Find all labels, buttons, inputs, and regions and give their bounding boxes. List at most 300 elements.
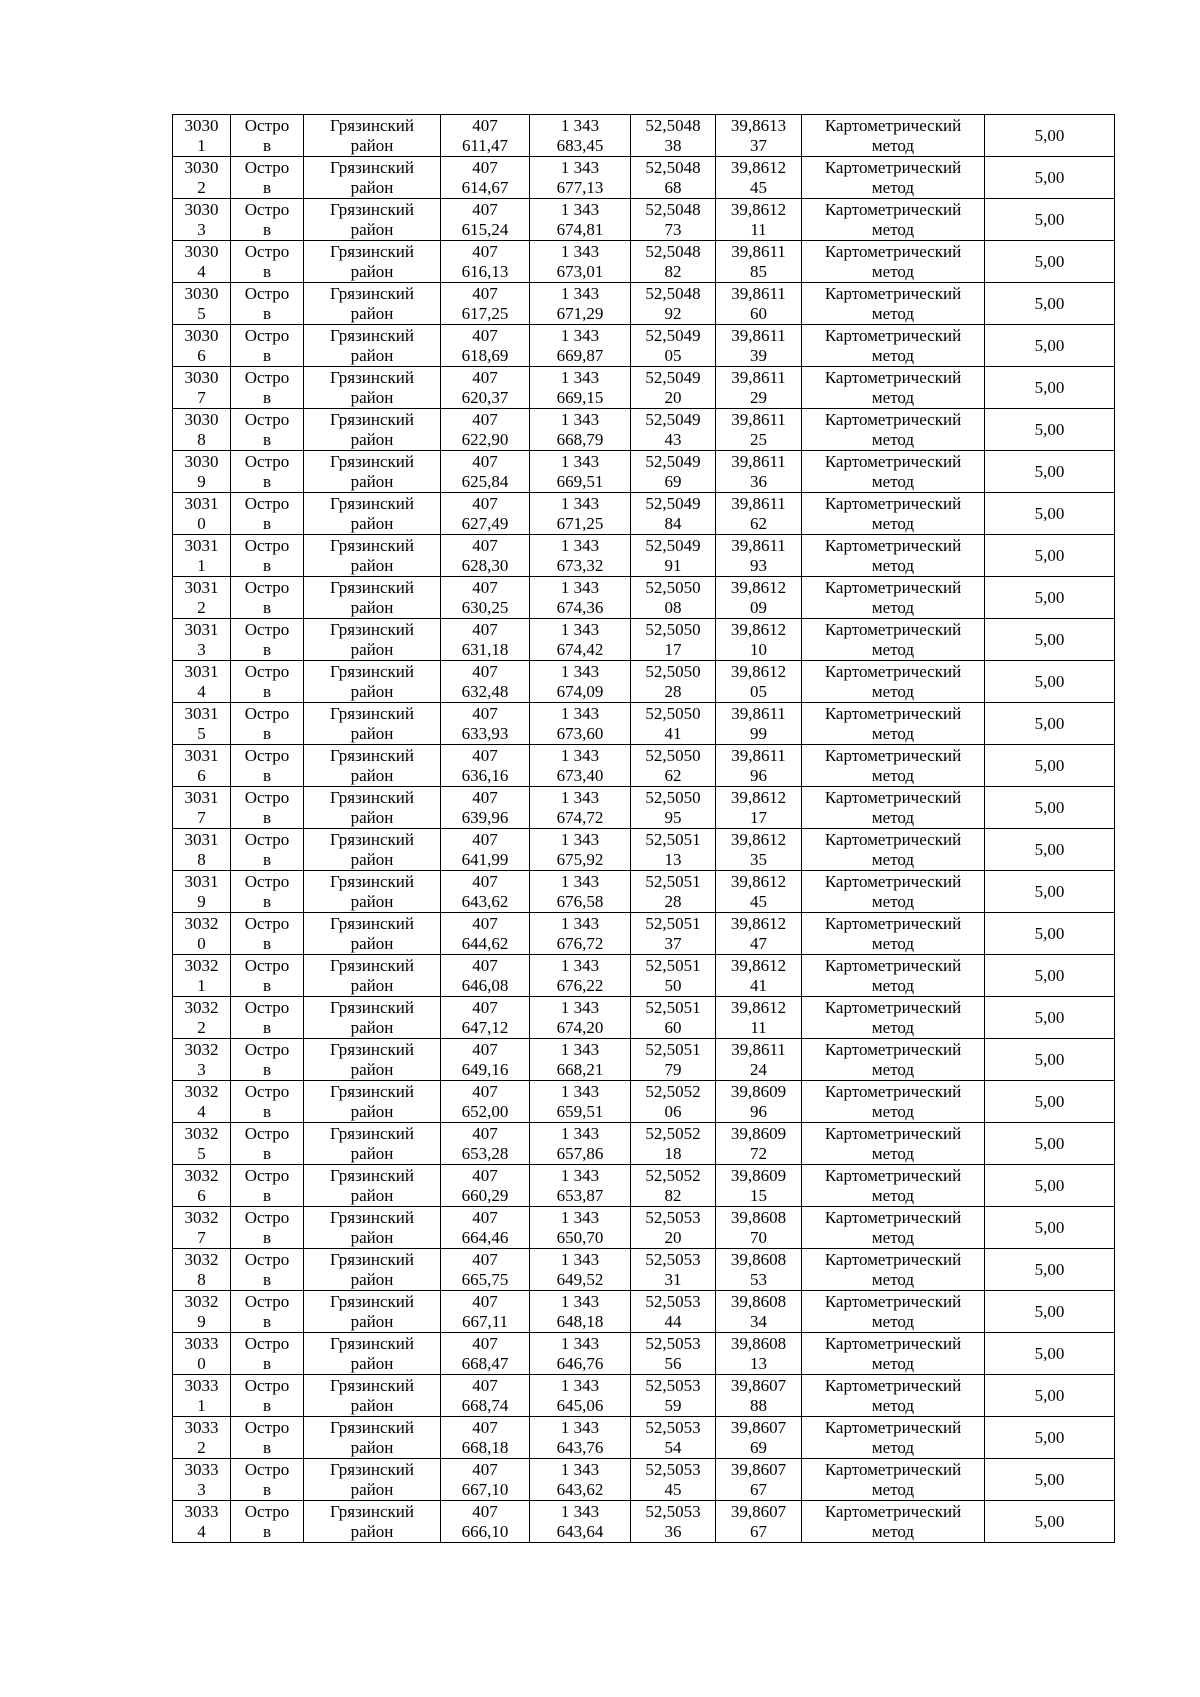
point-number-cell-line: 3032 <box>184 913 219 933</box>
latitude-cell-line: 52,5051 <box>645 1039 701 1059</box>
coord-x-cell-line: 407 <box>472 535 498 555</box>
method-cell <box>802 577 985 619</box>
point-number-cell <box>173 493 231 535</box>
point-number-cell-line: 9 <box>197 891 206 911</box>
method-cell-line: метод <box>871 303 915 323</box>
method-cell-line: Картометрический <box>824 283 962 303</box>
longitude-cell <box>716 619 802 661</box>
longitude-cell-line: 39,8609 <box>730 1123 787 1143</box>
latitude-cell <box>631 913 716 955</box>
coord-x-cell <box>441 367 530 409</box>
object-type-cell-line: Остро <box>244 955 290 975</box>
longitude-cell <box>716 283 802 325</box>
accuracy-cell: 5,00 <box>985 829 1115 871</box>
coord-y-cell-line: 673,40 <box>556 765 604 785</box>
table-row <box>173 1291 1115 1333</box>
longitude-cell <box>716 199 802 241</box>
table-row <box>173 703 1115 745</box>
latitude-cell-line: 52,5053 <box>645 1249 701 1269</box>
table-row <box>173 199 1115 241</box>
latitude-cell <box>631 1417 716 1459</box>
latitude-cell <box>631 703 716 745</box>
accuracy-cell: 5,00 <box>985 1291 1115 1333</box>
coord-x-cell <box>441 451 530 493</box>
longitude-cell-line: 39,8611 <box>731 451 786 471</box>
object-type-cell <box>231 241 304 283</box>
method-cell <box>802 913 985 955</box>
method-cell-line: Картометрический <box>824 1123 962 1143</box>
latitude-cell-line: 52,5053 <box>645 1291 701 1311</box>
district-cell-line: район <box>350 765 394 785</box>
longitude-cell-line: 39,8609 <box>730 1165 787 1185</box>
latitude-cell-line: 43 <box>664 429 682 449</box>
coord-y-cell-line: 1 343 <box>560 199 600 219</box>
accuracy-cell: 5,00 <box>985 157 1115 199</box>
longitude-cell-line: 39,8609 <box>730 1081 787 1101</box>
longitude-cell-line: 17 <box>750 807 767 827</box>
object-type-cell-line: Остро <box>244 409 290 429</box>
latitude-cell <box>631 1375 716 1417</box>
point-number-cell-line: 3030 <box>184 409 219 429</box>
coord-y-cell <box>530 1249 631 1291</box>
latitude-cell-line: 45 <box>664 1479 682 1499</box>
point-number-cell <box>173 115 231 157</box>
coord-x-cell <box>441 1249 530 1291</box>
object-type-cell-line: в <box>262 1059 272 1079</box>
latitude-cell-line: 52,5053 <box>645 1501 701 1521</box>
point-number-cell <box>173 745 231 787</box>
object-type-cell-line: в <box>262 1395 272 1415</box>
coord-y-cell-line: 673,60 <box>556 723 604 743</box>
method-cell-line: Картометрический <box>824 913 962 933</box>
coord-x-cell-line: 633,93 <box>461 723 509 743</box>
longitude-cell-line: 15 <box>750 1185 767 1205</box>
latitude-cell-line: 52,5053 <box>645 1459 701 1479</box>
coord-x-cell-line: 407 <box>472 1249 498 1269</box>
district-cell-line: Грязинский <box>330 451 414 471</box>
object-type-cell <box>231 367 304 409</box>
latitude-cell <box>631 1207 716 1249</box>
coord-y-cell-line: 643,64 <box>556 1521 604 1541</box>
district-cell-line: Грязинский <box>330 703 414 723</box>
coord-x-cell <box>441 1291 530 1333</box>
point-number-cell-line: 4 <box>197 1101 206 1121</box>
method-cell-line: метод <box>871 933 915 953</box>
accuracy-cell: 5,00 <box>985 913 1115 955</box>
object-type-cell <box>231 1207 304 1249</box>
method-cell <box>802 283 985 325</box>
district-cell <box>304 535 441 577</box>
coord-y-cell <box>530 1501 631 1543</box>
latitude-cell <box>631 1291 716 1333</box>
coord-y-cell-line: 673,01 <box>556 261 604 281</box>
method-cell <box>802 493 985 535</box>
point-number-cell <box>173 1333 231 1375</box>
method-cell-line: Картометрический <box>824 409 962 429</box>
accuracy-cell: 5,00 <box>985 241 1115 283</box>
latitude-cell <box>631 115 716 157</box>
longitude-cell-line: 60 <box>750 303 767 323</box>
coord-x-cell <box>441 1375 530 1417</box>
table-body <box>173 115 1115 1543</box>
longitude-cell-line: 39,8612 <box>730 157 787 177</box>
coord-x-cell-line: 407 <box>472 1207 498 1227</box>
coord-x-cell-line: 407 <box>472 829 498 849</box>
point-number-cell-line: 4 <box>197 261 206 281</box>
object-type-cell-line: в <box>262 639 272 659</box>
coord-y-cell-line: 645,06 <box>556 1395 604 1415</box>
district-cell-line: район <box>350 975 394 995</box>
object-type-cell-line: Остро <box>244 1291 290 1311</box>
district-cell-line: район <box>350 1017 394 1037</box>
object-type-cell-line: Остро <box>244 451 290 471</box>
object-type-cell <box>231 661 304 703</box>
method-cell-line: метод <box>871 1353 915 1373</box>
district-cell-line: район <box>350 387 394 407</box>
longitude-cell-line: 39,8611 <box>731 535 786 555</box>
point-number-cell-line: 5 <box>197 1143 206 1163</box>
object-type-cell-line: в <box>262 429 272 449</box>
object-type-cell <box>231 409 304 451</box>
district-cell-line: Грязинский <box>330 1375 414 1395</box>
method-cell-line: Картометрический <box>824 871 962 891</box>
district-cell <box>304 283 441 325</box>
coord-x-cell-line: 407 <box>472 115 498 135</box>
district-cell <box>304 1081 441 1123</box>
district-cell-line: Грязинский <box>330 1417 414 1437</box>
object-type-cell-line: в <box>262 597 272 617</box>
coord-x-cell <box>441 493 530 535</box>
table-row <box>173 619 1115 661</box>
longitude-cell <box>716 871 802 913</box>
coord-y-cell <box>530 1165 631 1207</box>
coord-x-cell-line: 647,12 <box>461 1017 509 1037</box>
accuracy-cell: 5,00 <box>985 661 1115 703</box>
district-cell <box>304 703 441 745</box>
coord-y-cell-line: 674,42 <box>556 639 604 659</box>
point-number-cell-line: 9 <box>197 1311 206 1331</box>
latitude-cell-line: 52,5052 <box>645 1165 701 1185</box>
accuracy-cell: 5,00 <box>985 955 1115 997</box>
latitude-cell-line: 52,5050 <box>645 661 701 681</box>
latitude-cell-line: 62 <box>664 765 682 785</box>
latitude-cell <box>631 493 716 535</box>
point-number-cell-line: 0 <box>197 933 206 953</box>
latitude-cell-line: 52,5048 <box>645 283 701 303</box>
object-type-cell-line: Остро <box>244 997 290 1017</box>
object-type-cell-line: Остро <box>244 283 290 303</box>
coord-y-cell <box>530 619 631 661</box>
latitude-cell-line: 52,5051 <box>645 997 701 1017</box>
coord-y-cell-line: 1 343 <box>560 955 600 975</box>
method-cell-line: Картометрический <box>824 1165 962 1185</box>
point-number-cell-line: 3030 <box>184 367 219 387</box>
point-number-cell <box>173 283 231 325</box>
coord-x-cell-line: 649,16 <box>461 1059 509 1079</box>
point-number-cell <box>173 1459 231 1501</box>
object-type-cell <box>231 1375 304 1417</box>
object-type-cell-line: Остро <box>244 1417 290 1437</box>
coord-y-cell <box>530 577 631 619</box>
coord-x-cell <box>441 115 530 157</box>
latitude-cell <box>631 997 716 1039</box>
coord-x-cell-line: 667,10 <box>461 1479 509 1499</box>
longitude-cell-line: 10 <box>750 639 767 659</box>
accuracy-cell: 5,00 <box>985 577 1115 619</box>
longitude-cell-line: 11 <box>750 1017 767 1037</box>
district-cell <box>304 829 441 871</box>
object-type-cell <box>231 199 304 241</box>
table-row <box>173 1333 1115 1375</box>
coord-y-cell-line: 1 343 <box>560 1459 600 1479</box>
object-type-cell <box>231 997 304 1039</box>
latitude-cell-line: 73 <box>664 219 682 239</box>
point-number-cell <box>173 451 231 493</box>
latitude-cell-line: 52,5052 <box>645 1081 701 1101</box>
coord-y-cell-line: 646,76 <box>556 1353 604 1373</box>
table-row <box>173 1417 1115 1459</box>
coord-y-cell <box>530 1333 631 1375</box>
table-row <box>173 1459 1115 1501</box>
accuracy-cell: 5,00 <box>985 493 1115 535</box>
table-row <box>173 451 1115 493</box>
longitude-cell <box>716 1459 802 1501</box>
point-number-cell-line: 3 <box>197 1479 206 1499</box>
longitude-cell-line: 39,8611 <box>731 325 786 345</box>
point-number-cell-line: 3032 <box>184 1291 219 1311</box>
longitude-cell <box>716 1333 802 1375</box>
accuracy-cell: 5,00 <box>985 1207 1115 1249</box>
method-cell-line: Картометрический <box>824 619 962 639</box>
coord-x-cell <box>441 1081 530 1123</box>
coord-x-cell-line: 625,84 <box>461 471 509 491</box>
coord-x-cell-line: 631,18 <box>461 639 509 659</box>
method-cell-line: метод <box>871 1143 915 1163</box>
latitude-cell-line: 52,5050 <box>645 745 701 765</box>
point-number-cell-line: 3031 <box>184 829 219 849</box>
point-number-cell <box>173 829 231 871</box>
method-cell-line: метод <box>871 1395 915 1415</box>
coord-x-cell <box>441 157 530 199</box>
method-cell-line: Картометрический <box>824 1249 962 1269</box>
method-cell-line: метод <box>871 765 915 785</box>
object-type-cell <box>231 703 304 745</box>
district-cell-line: Грязинский <box>330 493 414 513</box>
district-cell-line: Грязинский <box>330 367 414 387</box>
object-type-cell <box>231 1039 304 1081</box>
point-number-cell <box>173 955 231 997</box>
method-cell <box>802 535 985 577</box>
district-cell-line: район <box>350 1437 394 1457</box>
latitude-cell <box>631 745 716 787</box>
object-type-cell-line: в <box>262 1521 272 1541</box>
latitude-cell-line: 52,5050 <box>645 577 701 597</box>
method-cell-line: метод <box>871 975 915 995</box>
coord-x-cell-line: 407 <box>472 157 498 177</box>
coord-y-cell-line: 1 343 <box>560 1501 600 1521</box>
longitude-cell-line: 39,8611 <box>731 283 786 303</box>
latitude-cell-line: 38 <box>664 135 682 155</box>
district-cell-line: район <box>350 1227 394 1247</box>
coord-y-cell-line: 1 343 <box>560 787 600 807</box>
district-cell <box>304 1039 441 1081</box>
coord-x-cell-line: 643,62 <box>461 891 509 911</box>
table-row <box>173 1165 1115 1207</box>
coord-x-cell <box>441 787 530 829</box>
latitude-cell-line: 79 <box>664 1059 682 1079</box>
longitude-cell-line: 24 <box>750 1059 767 1079</box>
coord-x-cell-line: 407 <box>472 703 498 723</box>
object-type-cell-line: в <box>262 723 272 743</box>
coord-x-cell-line: 667,11 <box>461 1311 509 1331</box>
object-type-cell-line: в <box>262 387 272 407</box>
latitude-cell <box>631 1081 716 1123</box>
latitude-cell-line: 52,5050 <box>645 787 701 807</box>
coord-x-cell-line: 407 <box>472 1123 498 1143</box>
latitude-cell-line: 36 <box>664 1521 682 1541</box>
latitude-cell-line: 28 <box>664 681 682 701</box>
district-cell <box>304 157 441 199</box>
longitude-cell-line: 47 <box>750 933 767 953</box>
district-cell-line: район <box>350 513 394 533</box>
coord-y-cell-line: 674,09 <box>556 681 604 701</box>
coord-y-cell <box>530 325 631 367</box>
method-cell <box>802 787 985 829</box>
coord-x-cell <box>441 1501 530 1543</box>
object-type-cell-line: Остро <box>244 115 290 135</box>
coord-x-cell <box>441 1123 530 1165</box>
longitude-cell-line: 99 <box>750 723 767 743</box>
coord-x-cell-line: 407 <box>472 787 498 807</box>
district-cell-line: район <box>350 429 394 449</box>
table-row <box>173 283 1115 325</box>
coord-x-cell-line: 407 <box>472 367 498 387</box>
point-number-cell <box>173 913 231 955</box>
point-number-cell-line: 3030 <box>184 283 219 303</box>
coord-y-cell-line: 1 343 <box>560 661 600 681</box>
object-type-cell <box>231 787 304 829</box>
table-row <box>173 577 1115 619</box>
latitude-cell-line: 52,5049 <box>645 325 701 345</box>
coord-x-cell-line: 622,90 <box>461 429 509 449</box>
coord-y-cell-line: 669,15 <box>556 387 604 407</box>
point-number-cell-line: 3030 <box>184 157 219 177</box>
coord-x-cell-line: 407 <box>472 1375 498 1395</box>
table-row <box>173 1375 1115 1417</box>
longitude-cell-line: 39,8613 <box>730 115 787 135</box>
coord-y-cell <box>530 493 631 535</box>
object-type-cell-line: Остро <box>244 913 290 933</box>
district-cell <box>304 1417 441 1459</box>
table-row <box>173 913 1115 955</box>
latitude-cell-line: 95 <box>664 807 682 827</box>
point-number-cell-line: 7 <box>197 387 206 407</box>
coord-x-cell-line: 407 <box>472 451 498 471</box>
coord-y-cell-line: 1 343 <box>560 997 600 1017</box>
coord-y-cell-line: 669,87 <box>556 345 604 365</box>
coord-x-cell <box>441 661 530 703</box>
longitude-cell-line: 39,8611 <box>731 493 786 513</box>
method-cell-line: Картометрический <box>824 1291 962 1311</box>
point-number-cell <box>173 577 231 619</box>
object-type-cell-line: в <box>262 849 272 869</box>
object-type-cell-line: в <box>262 1353 272 1373</box>
longitude-cell-line: 93 <box>750 555 767 575</box>
coord-x-cell-line: 407 <box>472 1459 498 1479</box>
coord-y-cell-line: 677,13 <box>556 177 604 197</box>
method-cell-line: метод <box>871 471 915 491</box>
method-cell-line: Картометрический <box>824 1207 962 1227</box>
method-cell-line: Картометрический <box>824 367 962 387</box>
accuracy-cell: 5,00 <box>985 1039 1115 1081</box>
accuracy-cell: 5,00 <box>985 535 1115 577</box>
accuracy-cell: 5,00 <box>985 1333 1115 1375</box>
longitude-cell-line: 39,8608 <box>730 1291 787 1311</box>
district-cell <box>304 367 441 409</box>
point-number-cell <box>173 1039 231 1081</box>
table-row <box>173 829 1115 871</box>
point-number-cell <box>173 1207 231 1249</box>
table-row <box>173 115 1115 157</box>
method-cell-line: метод <box>871 723 915 743</box>
coord-y-cell-line: 659,51 <box>556 1101 604 1121</box>
object-type-cell-line: Остро <box>244 1501 290 1521</box>
coord-y-cell <box>530 745 631 787</box>
district-cell <box>304 1123 441 1165</box>
method-cell-line: метод <box>871 1269 915 1289</box>
method-cell-line: метод <box>871 1479 915 1499</box>
method-cell-line: Картометрический <box>824 1417 962 1437</box>
method-cell-line: метод <box>871 1059 915 1079</box>
coord-y-cell-line: 674,20 <box>556 1017 604 1037</box>
point-number-cell <box>173 1417 231 1459</box>
longitude-cell-line: 25 <box>750 429 767 449</box>
coord-y-cell <box>530 1375 631 1417</box>
coord-y-cell <box>530 913 631 955</box>
coord-x-cell-line: 636,16 <box>461 765 509 785</box>
coord-x-cell-line: 664,46 <box>461 1227 509 1247</box>
method-cell-line: метод <box>871 1521 915 1541</box>
longitude-cell-line: 96 <box>750 1101 767 1121</box>
district-cell <box>304 871 441 913</box>
coord-y-cell <box>530 1291 631 1333</box>
latitude-cell <box>631 661 716 703</box>
coord-y-cell-line: 668,21 <box>556 1059 604 1079</box>
point-number-cell-line: 3033 <box>184 1459 219 1479</box>
coord-y-cell-line: 673,32 <box>556 555 604 575</box>
method-cell <box>802 1123 985 1165</box>
method-cell <box>802 955 985 997</box>
coord-y-cell-line: 676,22 <box>556 975 604 995</box>
district-cell-line: Грязинский <box>330 1081 414 1101</box>
latitude-cell-line: 52,5048 <box>645 241 701 261</box>
point-number-cell-line: 3031 <box>184 577 219 597</box>
latitude-cell-line: 41 <box>664 723 682 743</box>
longitude-cell-line: 39,8612 <box>730 829 787 849</box>
point-number-cell-line: 3031 <box>184 703 219 723</box>
longitude-cell-line: 39,8607 <box>730 1501 787 1521</box>
coord-x-cell-line: 630,25 <box>461 597 509 617</box>
district-cell-line: район <box>350 471 394 491</box>
table-row <box>173 157 1115 199</box>
latitude-cell-line: 44 <box>664 1311 682 1331</box>
latitude-cell-line: 69 <box>664 471 682 491</box>
point-number-cell <box>173 325 231 367</box>
district-cell-line: Грязинский <box>330 1459 414 1479</box>
method-cell-line: Картометрический <box>824 451 962 471</box>
latitude-cell-line: 82 <box>664 261 682 281</box>
coord-y-cell <box>530 1081 631 1123</box>
